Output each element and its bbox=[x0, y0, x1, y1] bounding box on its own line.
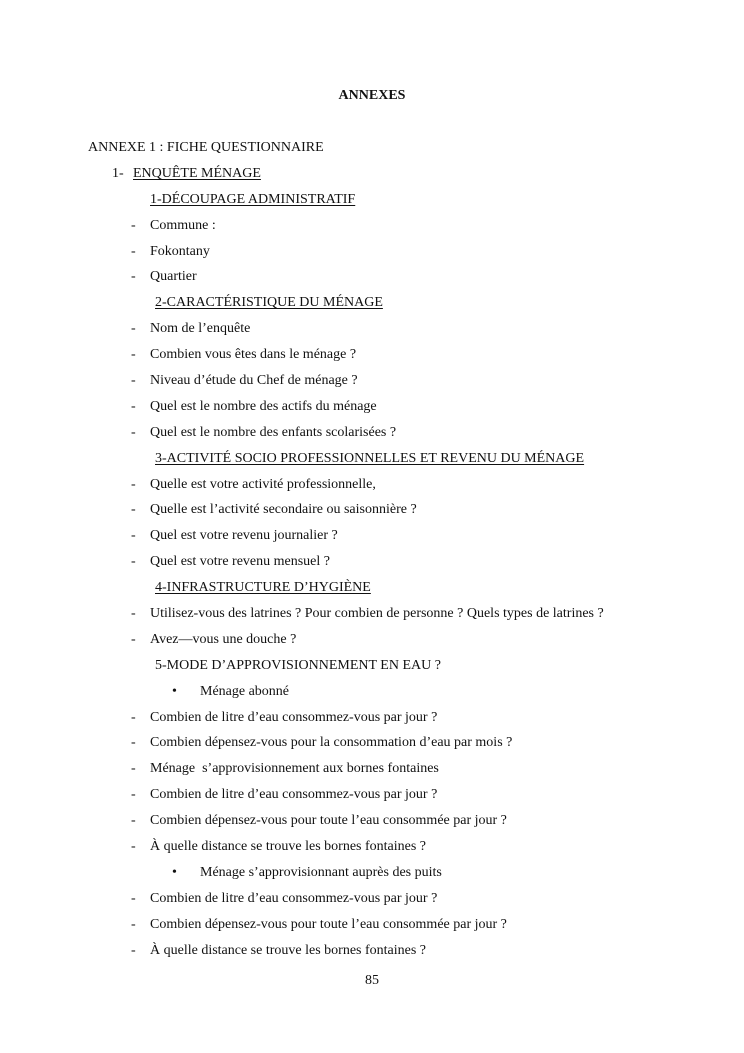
dash-line bbox=[0, 705, 744, 731]
bullet-text: Ménage s’approvisionnant auprès des puits bbox=[200, 864, 442, 880]
question-text: Quelle est l’activité secondaire ou saisonnière ? bbox=[150, 502, 417, 518]
question-text: Quel est votre revenu mensuel ? bbox=[150, 554, 330, 570]
question-text: Combien de litre d’eau consommez-vous par jour ? bbox=[150, 709, 438, 725]
dash-line bbox=[0, 782, 744, 808]
list-number: 1- bbox=[112, 165, 124, 181]
dash-marker: - bbox=[131, 528, 136, 544]
dash-line bbox=[0, 213, 744, 239]
subsection-title: 3-ACTIVITÉ SOCIO PROFESSIONNELLES ET REVENU DU MÉNAGE bbox=[155, 450, 585, 466]
dash-marker: - bbox=[131, 502, 136, 518]
question-text: Combien de litre d’eau consommez-vous par jour ? bbox=[150, 890, 438, 906]
dash-marker: - bbox=[131, 321, 136, 337]
question-text: À quelle distance se trouve les bornes fontaines ? bbox=[150, 942, 427, 958]
dash-marker: - bbox=[131, 942, 136, 958]
dash-line bbox=[0, 523, 744, 549]
question-text: Avez—vous une douche ? bbox=[150, 631, 297, 647]
dash-marker: - bbox=[131, 373, 136, 389]
dash-marker: - bbox=[131, 631, 136, 647]
dash-marker: - bbox=[131, 424, 136, 440]
section-line bbox=[0, 653, 744, 679]
dash-line bbox=[0, 368, 744, 394]
subsection-title: 4-INFRASTRUCTURE D’HYGIÈNE bbox=[155, 580, 371, 596]
subsection-title: 5-MODE D’APPROVISIONNEMENT EN EAU ? bbox=[155, 657, 441, 673]
dash-line bbox=[0, 912, 744, 938]
bullet-marker: • bbox=[172, 864, 177, 880]
dash-line bbox=[0, 420, 744, 446]
dash-line bbox=[0, 264, 744, 290]
dash-line bbox=[0, 394, 744, 420]
bullet-line bbox=[0, 679, 744, 705]
dash-marker: - bbox=[131, 839, 136, 855]
numbered-line bbox=[0, 161, 744, 187]
dash-line bbox=[0, 730, 744, 756]
question-text: Quartier bbox=[150, 269, 197, 285]
dash-marker: - bbox=[131, 554, 136, 570]
dash-marker: - bbox=[131, 735, 136, 751]
subsection-title: 1-DÉCOUPAGE ADMINISTRATIF bbox=[150, 191, 356, 207]
dash-line bbox=[0, 627, 744, 653]
dash-line bbox=[0, 342, 744, 368]
dash-marker: - bbox=[131, 787, 136, 803]
dash-line bbox=[0, 549, 744, 575]
dash-line bbox=[0, 886, 744, 912]
question-text: Quel est le nombre des actifs du ménage bbox=[150, 398, 377, 414]
bullet-line bbox=[0, 860, 744, 886]
question-text: Commune : bbox=[150, 217, 216, 233]
dash-marker: - bbox=[131, 476, 136, 492]
dash-marker: - bbox=[131, 916, 136, 932]
page-number: 85 bbox=[365, 973, 379, 988]
dash-marker: - bbox=[131, 269, 136, 285]
section-line bbox=[0, 446, 744, 472]
question-text: Combien dépensez-vous pour toute l’eau consommée par jour ? bbox=[150, 916, 507, 932]
question-text: À quelle distance se trouve les bornes fontaines ? bbox=[150, 839, 427, 855]
dash-line bbox=[0, 834, 744, 860]
questionnaire-body bbox=[0, 135, 744, 964]
subsection-title: 2-CARACTÉRISTIQUE DU MÉNAGE bbox=[155, 295, 383, 311]
question-text: Fokontany bbox=[150, 243, 210, 259]
dash-line bbox=[0, 808, 744, 834]
heading-line bbox=[0, 135, 744, 161]
question-text: Quel est votre revenu journalier ? bbox=[150, 528, 338, 544]
dash-marker: - bbox=[131, 761, 136, 777]
question-text: Nom de l’enquête bbox=[150, 321, 251, 337]
page-title: ANNEXES bbox=[338, 88, 406, 103]
question-text: Utilisez-vous des latrines ? Pour combien de personne ? Quels types de latrines ? bbox=[150, 606, 604, 622]
dash-line bbox=[0, 938, 744, 964]
question-text: Combien vous êtes dans le ménage ? bbox=[150, 347, 357, 363]
question-text: Niveau d’étude du Chef de ménage ? bbox=[150, 373, 358, 389]
bullet-marker: • bbox=[172, 683, 177, 699]
question-text: Quelle est votre activité professionnelle, bbox=[150, 476, 376, 492]
dash-line bbox=[0, 316, 744, 342]
dash-marker: - bbox=[131, 217, 136, 233]
annex-heading: ANNEXE 1 : FICHE QUESTIONNAIRE bbox=[88, 140, 324, 155]
question-text: Combien de litre d’eau consommez-vous par jour ? bbox=[150, 787, 438, 803]
dash-line bbox=[0, 239, 744, 265]
dash-marker: - bbox=[131, 709, 136, 725]
dash-line bbox=[0, 601, 744, 627]
section-line bbox=[0, 187, 744, 213]
question-text: Combien dépensez-vous pour toute l’eau consommée par jour ? bbox=[150, 813, 507, 829]
dash-marker: - bbox=[131, 243, 136, 259]
dash-marker: - bbox=[131, 890, 136, 906]
dash-line bbox=[0, 472, 744, 498]
question-text: Quel est le nombre des enfants scolarisées ? bbox=[150, 424, 397, 440]
dash-marker: - bbox=[131, 606, 136, 622]
dash-marker: - bbox=[131, 813, 136, 829]
question-text: Combien dépensez-vous pour la consommation d’eau par mois ? bbox=[150, 735, 513, 751]
bullet-text: Ménage abonné bbox=[200, 683, 290, 699]
section-title: ENQUÊTE MÉNAGE bbox=[133, 165, 261, 181]
dash-marker: - bbox=[131, 347, 136, 363]
dash-line bbox=[0, 756, 744, 782]
question-text: Ménage s’approvisionnement aux bornes fontaines bbox=[150, 761, 439, 777]
section-line bbox=[0, 290, 744, 316]
dash-line bbox=[0, 497, 744, 523]
section-line bbox=[0, 575, 744, 601]
dash-marker: - bbox=[131, 398, 136, 414]
